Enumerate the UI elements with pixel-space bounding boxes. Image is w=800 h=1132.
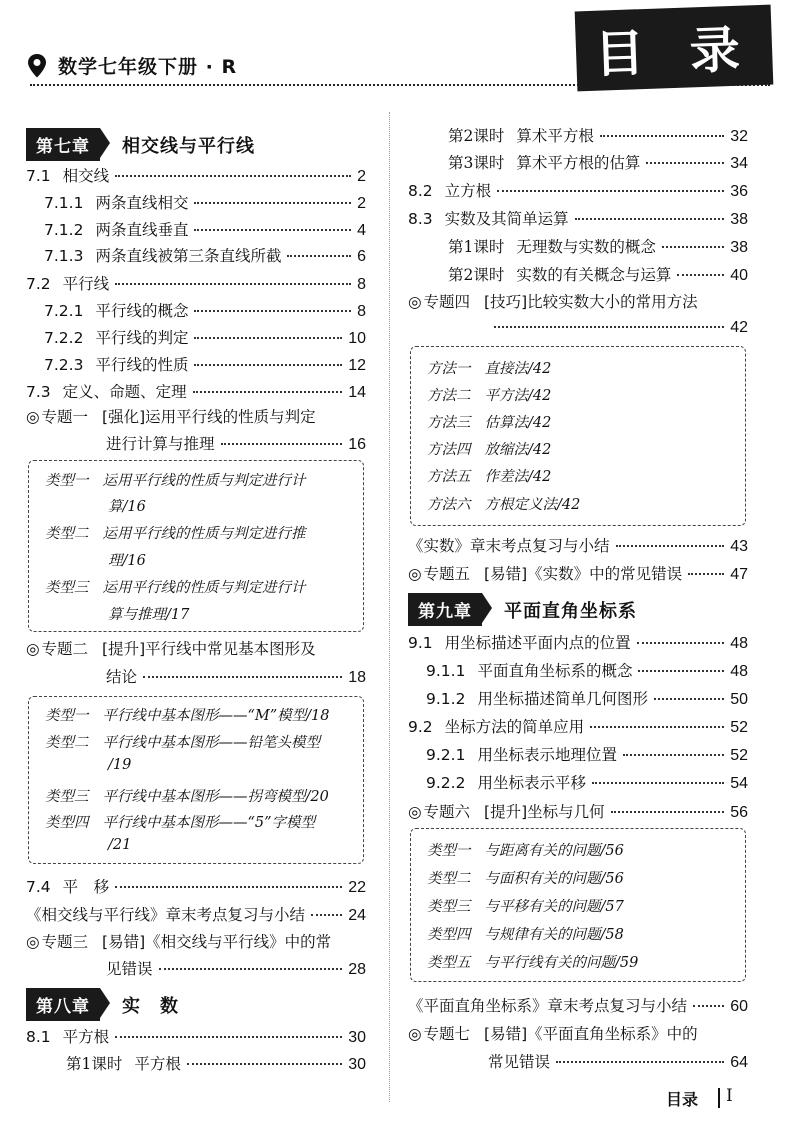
page-number: 6: [357, 248, 366, 265]
type-tag: 类型三: [427, 899, 471, 915]
topic-bullet-icon: ◎: [26, 408, 40, 426]
topic-title-line1: [易错]《实数》中的常见错误: [484, 565, 683, 583]
type-text: 平行线中基本图形——“5”字模型: [102, 815, 316, 831]
leader-dots: [556, 1061, 724, 1063]
location-pin-icon: [26, 53, 48, 79]
page-number: 38: [730, 239, 748, 256]
entry-number: 第1课时: [66, 1055, 123, 1073]
method-item[interactable]: [427, 357, 551, 378]
type-text: 运用平行线的性质与判定进行计: [102, 473, 306, 489]
entry-number: 7.4: [26, 878, 51, 896]
toc-topic-3[interactable]: [26, 930, 366, 982]
entry-title: 两条直线被第三条直线所截: [95, 247, 282, 265]
entry-title: 平方根: [62, 1028, 110, 1046]
page-number: 48: [730, 663, 748, 680]
type-tag: 类型三: [45, 789, 89, 805]
page-number: 2: [357, 168, 366, 185]
leader-dots: [194, 337, 342, 339]
method-item[interactable]: [427, 384, 551, 405]
method-tag: 方法三: [427, 415, 471, 431]
page-number: 4: [357, 222, 366, 239]
type-text: 平行线中基本图形——铅笔头模型: [102, 735, 320, 751]
type-text: 与面积有关的问题/56: [484, 871, 624, 887]
method-text: 直接法/42: [484, 361, 552, 377]
entry-title: 平行线的概念: [95, 302, 189, 320]
chapter-tag: 第九章: [408, 593, 482, 626]
leader-dots: [590, 726, 724, 728]
toc-topic-6[interactable]: [408, 800, 748, 826]
topic-name: 专题六: [423, 803, 471, 821]
method-tag: 方法四: [427, 442, 471, 458]
leader-dots: [575, 218, 725, 220]
chapter-8-heading: [26, 988, 179, 1021]
leader-dots: [115, 283, 351, 285]
topic-bullet-icon: ◎: [408, 803, 422, 821]
topic-title-line2: 常见错误: [488, 1053, 551, 1071]
type-item[interactable]: [45, 704, 330, 725]
entry-title: 平行线的性质: [95, 356, 189, 374]
method-text: 平方法/42: [484, 388, 552, 404]
type-text: 算与推理/17: [108, 607, 190, 623]
topic-name: 专题一: [41, 408, 89, 426]
chapter-title: 相交线与平行线: [122, 135, 255, 157]
type-text: 与规律有关的问题/58: [484, 927, 624, 943]
chapter-9-heading: [408, 593, 637, 626]
leader-dots: [600, 135, 724, 137]
topic-title-line1: [提升]坐标与几何: [484, 803, 605, 821]
leader-dots: [616, 545, 725, 547]
toc-entry-9-2-1[interactable]: [426, 743, 748, 765]
toc-entry-7-2[interactable]: [26, 272, 366, 294]
entry-title: 两条直线相交: [95, 194, 189, 212]
entry-title: 相交线: [62, 167, 110, 185]
entry-title: 《实数》章末考点复习与小结: [408, 537, 610, 555]
header: [26, 52, 237, 79]
topic-name: 专题四: [423, 293, 471, 311]
toc-entry-9-1-2[interactable]: [426, 687, 748, 709]
toc-entry-9-1-1[interactable]: [426, 659, 748, 681]
toc-entry-ch9-review[interactable]: [408, 994, 748, 1016]
leader-dots: [194, 364, 342, 366]
type-item-cont: [108, 757, 131, 773]
page-number: 12: [348, 357, 366, 374]
leader-dots: [187, 1063, 342, 1065]
leader-dots: [623, 754, 724, 756]
entry-number: 9.1.2: [426, 690, 466, 708]
toc-entry-8-1[interactable]: [26, 1025, 366, 1047]
book-title: 数学七年级下册 · R: [58, 56, 238, 78]
topic-name: 专题三: [41, 933, 89, 951]
entry-number: 第2课时: [448, 127, 505, 145]
leader-dots: [221, 443, 343, 445]
entry-title: 用坐标表示地理位置: [477, 746, 617, 764]
topic-title-line2: 进行计算与推理: [106, 435, 215, 453]
entry-title: 平方根: [134, 1055, 181, 1073]
entry-number: 8.3: [408, 210, 433, 228]
chapter-7-heading: [26, 128, 255, 161]
entry-number: 第1课时: [448, 238, 505, 256]
toc-entry-7-1-1[interactable]: [44, 191, 366, 213]
page-number: 10: [348, 330, 366, 347]
method-item[interactable]: [427, 493, 580, 514]
topic-bullet-icon: ◎: [408, 1025, 422, 1043]
type-item[interactable]: [45, 469, 306, 490]
toc-topic-5[interactable]: [408, 562, 748, 588]
entry-number: 7.1.2: [44, 221, 84, 239]
toc-entry-7-2-1[interactable]: [44, 299, 366, 321]
page-number: 30: [348, 1029, 366, 1046]
entry-title: 实数的有关概念与运算: [516, 266, 672, 284]
entry-title: 用坐标描述简单几何图形: [477, 690, 648, 708]
page-number: 38: [730, 211, 748, 228]
type-text: 运用平行线的性质与判定进行计: [102, 580, 306, 596]
leader-dots: [194, 202, 351, 204]
toc-badge: [575, 5, 774, 92]
leader-dots: [194, 310, 351, 312]
entry-number: 7.1.3: [44, 247, 84, 265]
type-item-cont: [108, 603, 189, 624]
leader-dots: [143, 676, 342, 678]
chapter-tag: 第七章: [26, 128, 100, 161]
page-number: 8: [357, 276, 366, 293]
page-number: 50: [730, 691, 748, 708]
page-number: 32: [730, 128, 748, 145]
toc-entry-7-2-2[interactable]: [44, 326, 366, 348]
method-tag: 方法一: [427, 361, 471, 377]
entry-title: 平行线的判定: [95, 329, 189, 347]
toc-lesson-8-3-2[interactable]: [448, 263, 748, 285]
leader-dots: [662, 246, 724, 248]
page-number: 28: [348, 961, 366, 978]
type-text: 与平行线有关的问题/59: [484, 955, 639, 971]
leader-dots: [654, 698, 724, 700]
page-number: 24: [348, 907, 366, 924]
leader-dots: [194, 229, 351, 231]
toc-entry-7-1-3[interactable]: [44, 244, 366, 266]
toc-entry-ch7-review[interactable]: [26, 903, 366, 925]
page-number: 52: [730, 747, 748, 764]
entry-title: 实数及其简单运算: [444, 210, 569, 228]
leader-dots: [159, 968, 343, 970]
topic-bullet-icon: ◎: [408, 293, 422, 311]
toc-entry-7-4[interactable]: [26, 875, 366, 897]
topic-name: 专题二: [41, 640, 89, 658]
leader-dots: [115, 886, 342, 888]
topic-title-line1: [强化]运用平行线的性质与判定: [102, 408, 316, 426]
entry-title: 《平面直角坐标系》章末考点复习与小结: [408, 997, 688, 1015]
leader-dots: [497, 190, 724, 192]
topic-bullet-icon: ◎: [26, 640, 40, 658]
entry-title: 两条直线垂直: [95, 221, 189, 239]
toc-entry-7-1-2[interactable]: [44, 218, 366, 240]
topic-bullet-icon: ◎: [26, 933, 40, 951]
leader-dots: [287, 255, 351, 257]
topic-title-line1: [技巧]比较实数大小的常用方法: [484, 293, 698, 311]
topic-2-types-box: [28, 696, 364, 864]
method-item[interactable]: [427, 411, 551, 432]
leader-dots: [311, 914, 342, 916]
toc-lesson-8-1-3[interactable]: [448, 151, 748, 173]
toc-topic-2[interactable]: [26, 637, 366, 689]
page-number: 60: [730, 998, 748, 1015]
leader-dots: [693, 1005, 724, 1007]
entry-title: 《相交线与平行线》章末考点复习与小结: [26, 906, 306, 924]
type-text: 理/16: [108, 553, 146, 569]
topic-title-line2: 见错误: [106, 960, 153, 978]
topic-title-line1: [提升]平行线中常见基本图形及: [102, 640, 316, 658]
type-tag: 类型三: [45, 580, 89, 596]
page-number: 8: [357, 303, 366, 320]
entry-number: 7.1: [26, 167, 51, 185]
type-text: /19: [108, 757, 132, 773]
entry-number: 7.3: [26, 383, 51, 401]
toc-entry-9-2[interactable]: [408, 715, 748, 737]
type-tag: 类型五: [427, 955, 471, 971]
type-text: 运用平行线的性质与判定进行推: [102, 526, 306, 542]
type-tag: 类型四: [427, 927, 471, 943]
page-number: 43: [730, 538, 748, 555]
chapter-tag: 第八章: [26, 988, 100, 1021]
toc-topic-7[interactable]: [408, 1022, 748, 1074]
leader-dots: [611, 811, 725, 813]
entry-number: 7.2.1: [44, 302, 84, 320]
page-number: 18: [348, 669, 366, 686]
method-text: 放缩法/42: [484, 442, 552, 458]
type-text: 与距离有关的问题/56: [484, 843, 624, 859]
type-tag: 类型二: [45, 735, 89, 751]
type-item-cont: [108, 837, 131, 853]
leader-dots: [646, 162, 724, 164]
page-number: 16: [348, 436, 366, 453]
entry-title: 平面直角坐标系的概念: [477, 662, 633, 680]
type-item[interactable]: [45, 731, 320, 752]
entry-number: 9.2: [408, 718, 433, 736]
method-tag: 方法五: [427, 469, 471, 485]
topic-title-line1: [易错]《相交线与平行线》中的常: [102, 933, 332, 951]
type-tag: 类型四: [45, 815, 89, 831]
toc-entry-7-2-3[interactable]: [44, 353, 366, 375]
entry-title: 用坐标描述平面内点的位置: [444, 634, 631, 652]
topic-6-types-box: [410, 828, 746, 982]
entry-number: 8.1: [26, 1028, 51, 1046]
page-number: 14: [348, 384, 366, 401]
entry-number: 7.2.2: [44, 329, 84, 347]
method-text: 估算法/42: [484, 415, 552, 431]
method-tag: 方法六: [427, 497, 471, 513]
column-divider: [389, 112, 390, 1102]
leader-dots: [115, 1036, 342, 1038]
entry-title: 平行线: [62, 275, 110, 293]
leader-dots: [688, 573, 724, 575]
type-item[interactable]: [427, 895, 624, 916]
type-item[interactable]: [427, 951, 638, 972]
type-text: 平行线中基本图形——“M”模型/18: [102, 708, 330, 724]
page-number: 36: [730, 183, 748, 200]
entry-title: 用坐标表示平移: [477, 774, 586, 792]
type-item[interactable]: [427, 867, 624, 888]
entry-number: 7.2: [26, 275, 51, 293]
topic-name: 专题五: [423, 565, 471, 583]
type-item[interactable]: [45, 522, 306, 543]
type-item[interactable]: [45, 576, 306, 597]
topic-bullet-icon: ◎: [408, 565, 422, 583]
method-item[interactable]: [427, 438, 551, 459]
page-number: 22: [348, 879, 366, 896]
entry-title: 算术平方根的估算: [516, 154, 641, 172]
toc-label: 目 录: [593, 20, 755, 84]
type-tag: 类型一: [427, 843, 471, 859]
type-text: 算/16: [108, 499, 146, 515]
page-number: 2: [357, 195, 366, 212]
leader-dots: [115, 175, 351, 177]
entry-number: 9.1: [408, 634, 433, 652]
footer-page-number: I: [726, 1086, 733, 1106]
entry-number: 9.2.2: [426, 774, 466, 792]
toc-entry-8-2[interactable]: [408, 179, 748, 201]
toc-entry-9-2-2[interactable]: [426, 771, 748, 793]
footer-divider: [718, 1088, 720, 1108]
page-number: 30: [348, 1056, 366, 1073]
page-number: 52: [730, 719, 748, 736]
type-tag: 类型一: [45, 473, 89, 489]
page-number: 48: [730, 635, 748, 652]
method-text: 作差法/42: [484, 469, 552, 485]
footer-label: 目录: [666, 1090, 699, 1109]
leader-dots: [193, 391, 343, 393]
page-number: 47: [730, 566, 748, 583]
leader-dots: [592, 782, 724, 784]
toc-entry-7-3[interactable]: [26, 380, 366, 402]
type-item-cont: [108, 495, 146, 516]
entry-number: 8.2: [408, 182, 433, 200]
toc-entry-7-1[interactable]: [26, 164, 366, 186]
entry-title: 立方根: [444, 182, 492, 200]
method-text: 方根定义法/42: [484, 497, 581, 513]
entry-number: 7.2.3: [44, 356, 84, 374]
type-item[interactable]: [45, 811, 315, 832]
topic-4-methods-box: [410, 346, 746, 526]
entry-title: 坐标方法的简单应用: [444, 718, 585, 736]
entry-number: 第3课时: [448, 154, 505, 172]
topic-name: 专题七: [423, 1025, 471, 1043]
toc-topic-1[interactable]: [26, 405, 366, 457]
leader-dots: [677, 274, 724, 276]
entry-number: 7.1.1: [44, 194, 84, 212]
type-tag: 类型二: [45, 526, 89, 542]
topic-1-types-box: [28, 460, 364, 632]
entry-title: 算术平方根: [516, 127, 594, 145]
type-tag: 类型一: [45, 708, 89, 724]
toc-lesson-8-1-1[interactable]: [66, 1052, 366, 1074]
method-item[interactable]: [427, 465, 551, 486]
entry-title: 平 移: [62, 878, 110, 896]
toc-lesson-8-3-1[interactable]: [448, 235, 748, 257]
chapter-title: 实 数: [122, 995, 179, 1017]
entry-number: 9.2.1: [426, 746, 466, 764]
type-tag: 类型二: [427, 871, 471, 887]
type-text: 平行线中基本图形——拐弯模型/20: [102, 789, 329, 805]
type-item[interactable]: [427, 839, 624, 860]
type-item[interactable]: [45, 785, 329, 806]
toc-entry-9-1[interactable]: [408, 631, 748, 653]
page-number: 56: [730, 804, 748, 821]
page-number: 64: [730, 1054, 748, 1071]
toc-lesson-8-1-2[interactable]: [448, 124, 748, 146]
entry-title: 无理数与实数的概念: [516, 238, 656, 256]
method-tag: 方法二: [427, 388, 471, 404]
page-number: 54: [730, 775, 748, 792]
page-number: 34: [730, 155, 748, 172]
type-item-cont: [108, 549, 146, 570]
toc-entry-ch8-review[interactable]: [408, 534, 748, 556]
chapter-title: 平面直角坐标系: [504, 600, 637, 622]
type-text: 与平移有关的问题/57: [484, 899, 624, 915]
toc-topic-4[interactable]: [408, 290, 748, 342]
topic-title-line1: [易错]《平面直角坐标系》中的: [484, 1025, 698, 1043]
type-text: /21: [108, 837, 132, 853]
entry-number: 第2课时: [448, 266, 505, 284]
topic-title-line2: 结论: [106, 668, 138, 686]
entry-title: 定义、命题、定理: [62, 383, 187, 401]
leader-dots: [637, 642, 725, 644]
entry-number: 9.1.1: [426, 662, 466, 680]
leader-dots: [494, 326, 724, 328]
page-number: 42: [730, 319, 748, 336]
leader-dots: [638, 670, 724, 672]
page-number: 40: [730, 267, 748, 284]
toc-entry-8-3[interactable]: [408, 207, 748, 229]
type-item[interactable]: [427, 923, 624, 944]
